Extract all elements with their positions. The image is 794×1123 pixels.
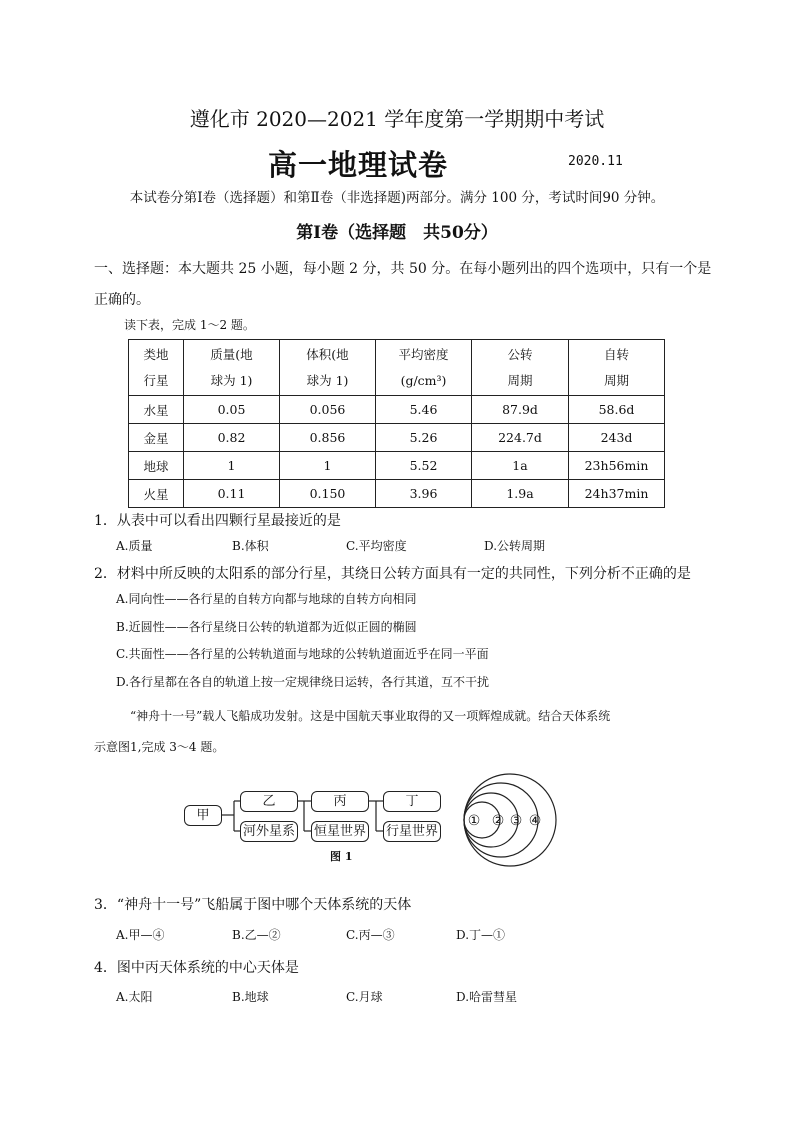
figure-caption: 图 1	[330, 850, 353, 863]
exam-date: 2020.11	[568, 154, 623, 169]
q4-option-b: B.地球	[232, 990, 269, 1004]
table-cell: 地球	[129, 452, 184, 480]
table-cell: 0.82	[184, 424, 280, 452]
table-cell: 58.6d	[569, 396, 665, 424]
table-row	[129, 480, 665, 508]
table-cell: 0.11	[184, 480, 280, 508]
circle-label-3: ③	[509, 813, 523, 829]
material-line2: 示意图1,完成 3～4 题。	[94, 740, 225, 754]
part1-instruction-line2: 正确的。	[94, 292, 150, 308]
table-cell: 1a	[472, 452, 569, 480]
q4-option-d: D.哈雷彗星	[456, 990, 518, 1004]
circle-label-2: ②	[491, 813, 505, 829]
q4-option-a: A.太阳	[116, 990, 153, 1004]
exam-title: 高一地理试卷	[268, 148, 449, 182]
q1-option-a: A.质量	[116, 539, 153, 553]
node-yi: 乙	[240, 791, 298, 812]
table-cell: 1.9a	[472, 480, 569, 508]
q1-option-d: D.公转周期	[484, 539, 546, 553]
q2-option-a: A.同向性——各行星的自转方向都与地球的自转方向相同	[116, 592, 417, 606]
exam-title-line1: 遵化市 2020—2021 学年度第一学期期中考试	[189, 107, 605, 131]
q3-option-d: D.丁—①	[456, 928, 506, 942]
table-header-cell: 类地 行星	[129, 340, 184, 396]
table-header-cell: 公转 周期	[472, 340, 569, 396]
node-extra-galaxy: 河外星系	[240, 821, 298, 842]
table-cell: 水星	[129, 396, 184, 424]
question-2-stem: 2．材料中所反映的太阳系的部分行星，其绕日公转方面具有一定的共同性，下列分析不正确的是	[94, 566, 691, 582]
nested-circles-diagram	[458, 773, 568, 883]
table-header-row	[129, 340, 665, 396]
table-header-cell: 平均密度 (g/cm³)	[376, 340, 472, 396]
table-cell: 224.7d	[472, 424, 569, 452]
table-cell: 0.05	[184, 396, 280, 424]
table-cell: 0.150	[280, 480, 376, 508]
node-planet-world: 行星世界	[383, 821, 441, 842]
table-row	[129, 424, 665, 452]
table-cell: 23h56min	[569, 452, 665, 480]
q3-option-c: C.丙—③	[346, 928, 395, 942]
table-header-cell: 体积(地 球为 1)	[280, 340, 376, 396]
table-cell: 3.96	[376, 480, 472, 508]
node-bing: 丙	[311, 791, 369, 812]
circle-label-1: ①	[467, 813, 481, 829]
table-row	[129, 452, 665, 480]
node-stellar-world: 恒星世界	[311, 821, 369, 842]
exam-intro: 本试卷分第Ⅰ卷（选择题）和第Ⅱ卷（非选择题)两部分。满分 100 分，考试时间90 分钟。	[129, 190, 665, 206]
table-cell: 243d	[569, 424, 665, 452]
table-cell: 5.46	[376, 396, 472, 424]
question-3-stem: 3．“神舟十一号”飞船属于图中哪个天体系统的天体	[94, 897, 412, 913]
question-4-stem: 4．图中丙天体系统的中心天体是	[94, 960, 299, 976]
q3-option-b: B.乙—②	[232, 928, 281, 942]
q3-option-a: A.甲—④	[116, 928, 165, 942]
part1-instruction-line1: 一、选择题：本大题共 25 小题，每小题 2 分，共 50 分。在每小题列出的四个选项中，只有一个是	[94, 261, 712, 277]
table-cell: 1	[280, 452, 376, 480]
read-table-prompt: 读下表，完成 1～2 题。	[124, 318, 255, 332]
table-cell: 5.26	[376, 424, 472, 452]
table-cell: 5.52	[376, 452, 472, 480]
planet-data-table	[128, 339, 665, 508]
q2-option-c: C.共面性——各行星的公转轨道面与地球的公转轨道面近乎在同一平面	[116, 647, 489, 661]
q1-option-b: B.体积	[232, 539, 269, 553]
table-row	[129, 396, 665, 424]
question-1-stem: 1．从表中可以看出四颗行星最接近的是	[94, 513, 341, 529]
node-ding: 丁	[383, 791, 441, 812]
q1-option-c: C.平均密度	[346, 539, 407, 553]
table-header-cell: 质量(地 球为 1)	[184, 340, 280, 396]
table-cell: 金星	[129, 424, 184, 452]
q2-option-b: B.近圆性——各行星绕日公转的轨道都为近似正圆的椭圆	[116, 620, 417, 634]
section-title: 第Ⅰ卷（选择题 共50分）	[296, 223, 498, 243]
table-cell: 0.856	[280, 424, 376, 452]
table-cell: 1	[184, 452, 280, 480]
node-jia: 甲	[184, 805, 222, 826]
material-line1: “神舟十一号”载人飞船成功发射。这是中国航天事业取得的又一项辉煌成就。结合天体系统	[130, 709, 611, 723]
q2-option-d: D.各行星都在各自的轨道上按一定规律绕日运转，各行其道，互不干扰	[116, 675, 490, 689]
table-cell: 24h37min	[569, 480, 665, 508]
table-cell: 火星	[129, 480, 184, 508]
table-cell: 0.056	[280, 396, 376, 424]
table-header-cell: 自转 周期	[569, 340, 665, 396]
table-cell: 87.9d	[472, 396, 569, 424]
q4-option-c: C.月球	[346, 990, 383, 1004]
circle-label-4: ④	[528, 813, 542, 829]
